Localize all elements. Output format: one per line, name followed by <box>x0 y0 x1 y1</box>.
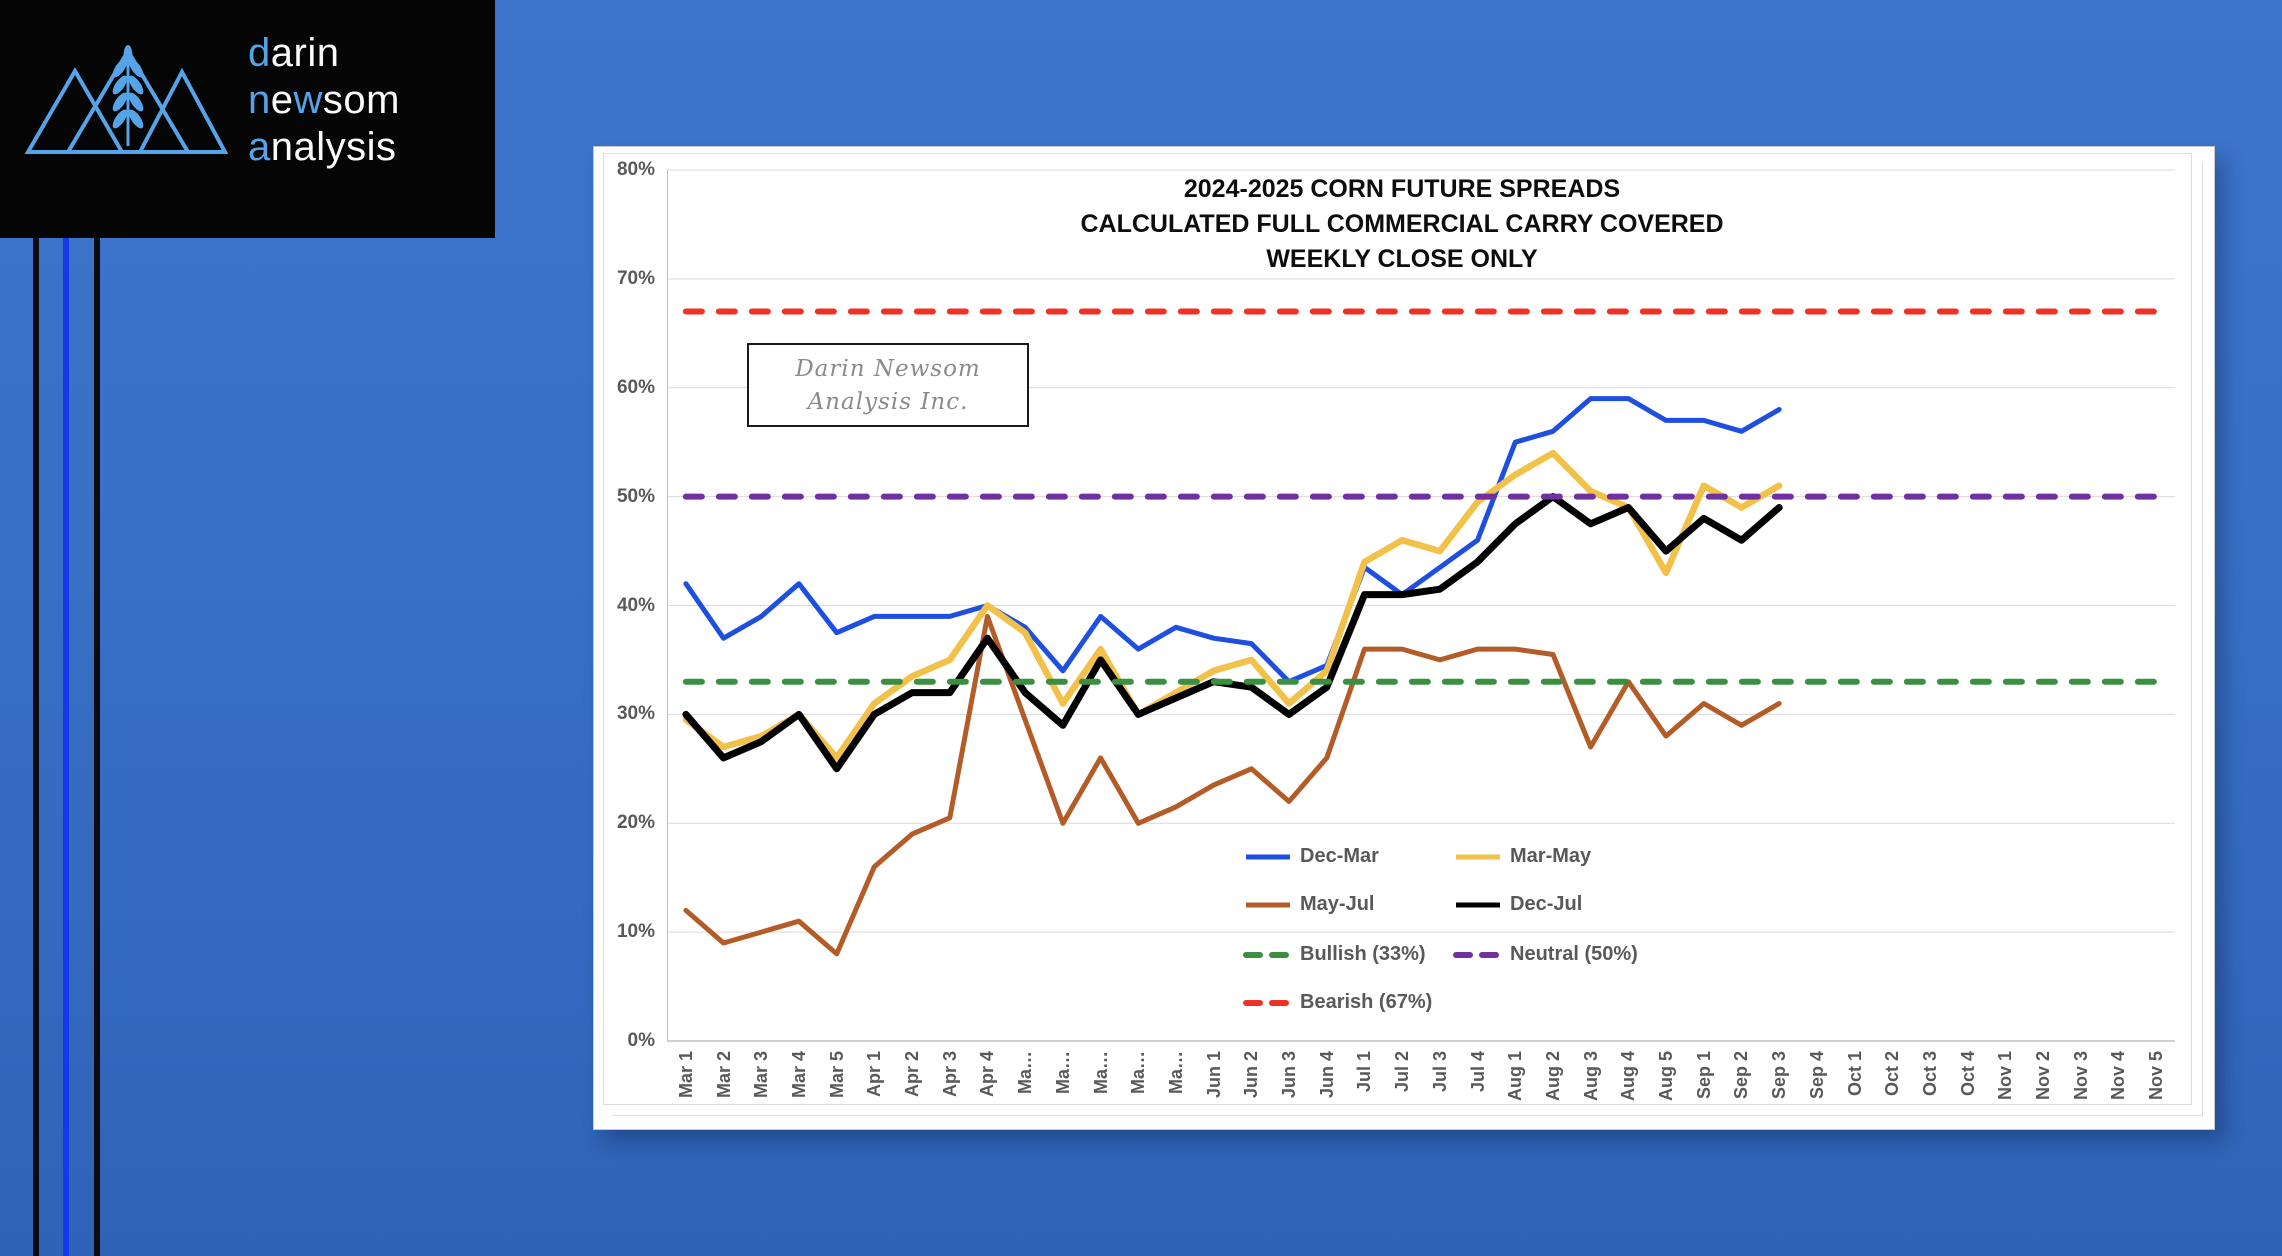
logo-line <box>248 124 400 171</box>
legend-swatch-icon <box>1453 950 1503 960</box>
y-axis-label: 70% <box>616 267 655 289</box>
watermark-line-2: Analysis Inc. <box>807 389 969 415</box>
logo-letter: nalysis <box>270 125 397 169</box>
x-axis-label: Jun 2 <box>1241 1051 1262 1099</box>
y-axis-label: 60% <box>616 376 655 398</box>
legend-label: Dec-Jul <box>1510 893 1583 915</box>
x-axis-label: Apr 2 <box>902 1051 923 1098</box>
logo-letter-accent: a <box>248 125 271 169</box>
x-axis-label: Jul 1 <box>1354 1051 1375 1093</box>
logo-letter: arin <box>270 31 340 75</box>
x-axis-label: Jul 3 <box>1429 1051 1450 1093</box>
y-axis-label: 30% <box>616 703 655 725</box>
y-axis-label: 0% <box>627 1030 655 1051</box>
x-axis-label: Ma… <box>1015 1051 1036 1095</box>
y-axis-label: 10% <box>616 921 655 943</box>
legend-label: May-Jul <box>1300 893 1375 915</box>
decor-stripe-middle <box>63 238 69 1256</box>
x-axis-label: Sep 3 <box>1769 1051 1790 1100</box>
x-axis-label: Mar 2 <box>713 1051 734 1099</box>
legend-label: Neutral (50%) <box>1510 943 1638 965</box>
legend-swatch-icon <box>1453 852 1503 862</box>
logo-letter: e <box>270 78 294 122</box>
x-axis-label: Oct 2 <box>1882 1051 1903 1097</box>
legend-item-may-jul <box>1243 893 1374 916</box>
logo-letter-accent: n <box>248 78 271 122</box>
x-axis-label: Oct 3 <box>1919 1051 1940 1097</box>
series-line-dec-mar <box>686 399 1779 682</box>
series-line-dec-jul <box>686 497 1779 769</box>
x-axis-label: Oct 4 <box>1957 1051 1978 1097</box>
watermark-box <box>747 343 1029 427</box>
watermark-line-1: Darin Newsom <box>795 356 981 382</box>
wheat-icon <box>110 45 146 146</box>
x-axis-label: Nov 1 <box>1995 1051 2016 1101</box>
x-axis-label: Apr 3 <box>939 1051 960 1098</box>
x-axis-label: Sep 2 <box>1731 1051 1752 1100</box>
x-axis-label: Nov 2 <box>2033 1051 2054 1101</box>
logo-letter-accent: d <box>248 31 271 75</box>
x-axis-label: Apr 4 <box>977 1051 998 1098</box>
x-axis-label: Mar 3 <box>751 1051 772 1099</box>
logo-box <box>0 0 495 238</box>
x-axis-label: Jul 4 <box>1467 1051 1488 1093</box>
legend-swatch-icon <box>1243 852 1293 862</box>
legend-label: Dec-Mar <box>1300 845 1379 867</box>
chart-title-line-2: CALCULATED FULL COMMERCIAL CARRY COVERED <box>1080 210 1724 238</box>
x-axis-label: Ma… <box>1052 1051 1073 1095</box>
x-axis-label: Oct 1 <box>1844 1051 1865 1097</box>
legend-label: Mar-May <box>1510 845 1592 867</box>
logo-letter-accent: w <box>293 78 323 122</box>
legend-swatch-icon <box>1243 998 1293 1008</box>
x-axis-label: Ma… <box>1165 1051 1186 1095</box>
x-axis-label: Jul 2 <box>1392 1051 1413 1093</box>
decor-stripe-right <box>94 238 100 1256</box>
y-axis-label: 50% <box>616 485 655 507</box>
legend-label: Bullish (33%) <box>1300 943 1426 965</box>
legend-swatch-icon <box>1453 900 1503 910</box>
legend-item-bullish <box>1243 943 1426 966</box>
legend-label: Bearish (67%) <box>1300 991 1433 1013</box>
logo-wordmark <box>248 30 400 171</box>
legend-swatch-icon <box>1243 950 1293 960</box>
x-axis-label: Ma… <box>1090 1051 1111 1095</box>
chart-title-line-1: 2024-2025 CORN FUTURE SPREADS <box>1183 175 1621 203</box>
x-axis-label: Jun 3 <box>1279 1051 1300 1099</box>
x-axis-label: Aug 1 <box>1505 1051 1526 1102</box>
x-axis-label: Nov 5 <box>2146 1051 2167 1101</box>
legend-item-neutral <box>1453 943 1638 966</box>
x-axis-label: Jun 1 <box>1203 1051 1224 1099</box>
x-axis-label: Nov 4 <box>2108 1051 2129 1101</box>
decor-stripe-left <box>33 238 39 1256</box>
y-axis-label: 40% <box>616 594 655 616</box>
logo-letter: som <box>322 78 400 122</box>
x-axis-label: Aug 2 <box>1542 1051 1563 1102</box>
x-axis-label: Aug 3 <box>1580 1051 1601 1102</box>
legend-item-dec-mar <box>1243 845 1379 868</box>
x-axis-label: Sep 1 <box>1693 1051 1714 1100</box>
x-axis-label: Ma… <box>1128 1051 1149 1095</box>
x-axis-label: Apr 1 <box>864 1051 885 1098</box>
legend-swatch-icon <box>1243 900 1293 910</box>
x-axis-label: Aug 4 <box>1618 1051 1639 1102</box>
legend-item-bearish <box>1243 991 1432 1014</box>
x-axis-label: Mar 4 <box>788 1051 809 1099</box>
x-axis-label: Sep 4 <box>1806 1051 1827 1100</box>
x-axis-label: Aug 5 <box>1656 1051 1677 1102</box>
logo-line <box>248 30 400 77</box>
x-axis-label: Nov 3 <box>2070 1051 2091 1101</box>
logo-line <box>248 77 400 124</box>
legend-item-mar-may <box>1453 845 1591 868</box>
line-chart-plot-area <box>667 170 2175 1041</box>
chart-title-line-3: WEEKLY CLOSE ONLY <box>1266 245 1538 273</box>
y-axis-label: 80% <box>616 159 655 180</box>
x-axis-label: Mar 5 <box>826 1051 847 1099</box>
y-axis-label: 20% <box>616 812 655 834</box>
x-axis-label: Mar 1 <box>675 1051 696 1099</box>
legend-item-dec-jul <box>1453 893 1582 916</box>
x-axis-label: Jun 4 <box>1316 1051 1337 1099</box>
